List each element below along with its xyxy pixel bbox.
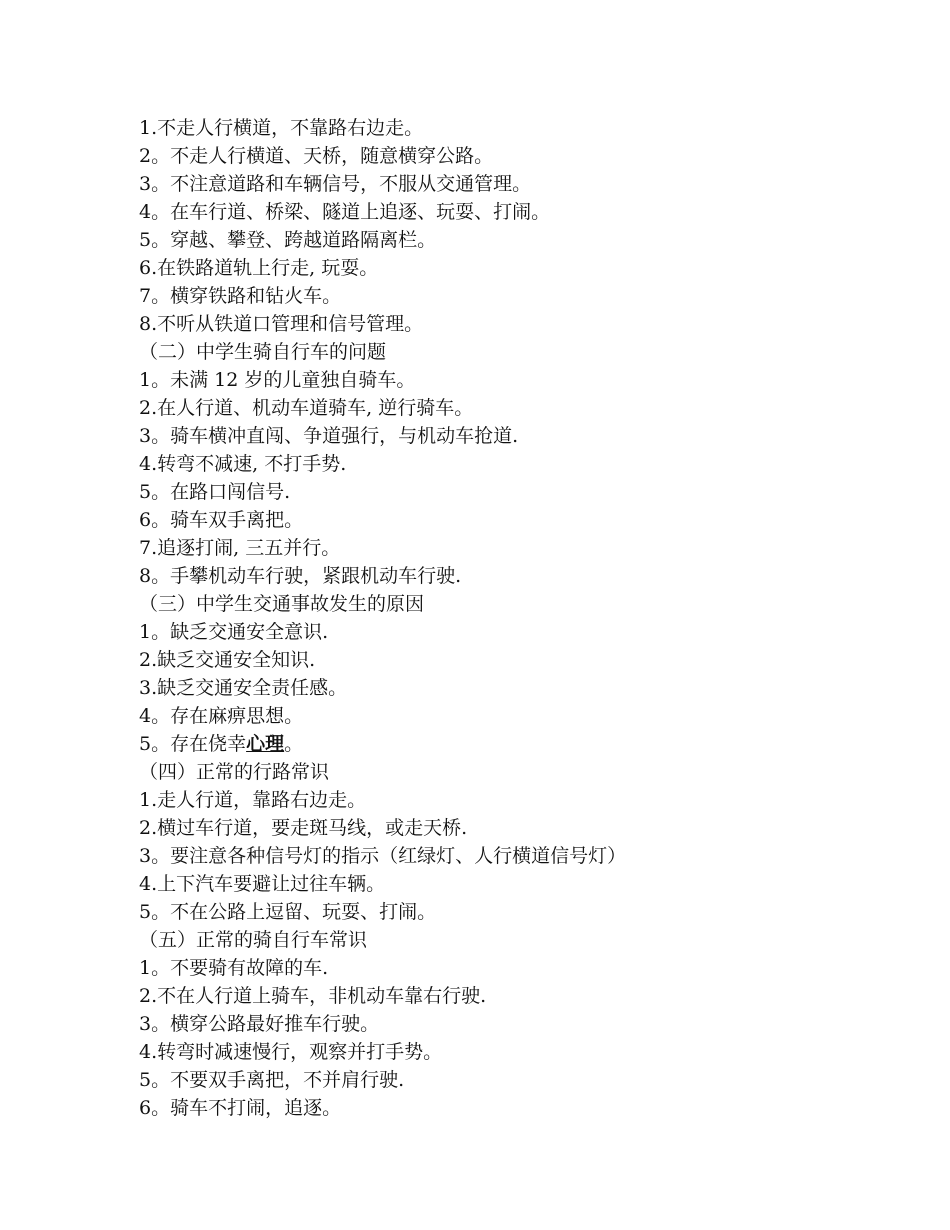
list-item: 5。不在公路上逗留、玩耍、打闹。 (139, 901, 437, 923)
section-heading-cycling-rules: （五）正常的骑自行车常识 (139, 929, 368, 951)
list-item: 2。不走人行横道、天桥，随意横穿公路。 (139, 145, 494, 167)
list-item: 7.追逐打闹, 三五并行。 (139, 537, 341, 559)
list-item: 4.上下汽车要避让过往车辆。 (139, 873, 386, 895)
list-item: 6。骑车双手离把。 (139, 509, 304, 531)
list-item: 4。在车行道、桥梁、隧道上追逐、玩耍、打闹。 (139, 201, 551, 223)
list-item: 1.走人行道，靠路右边走。 (139, 789, 367, 811)
list-item: 6.在铁路道轨上行走, 玩耍。 (139, 257, 379, 279)
list-item: 3。要注意各种信号灯的指示（红绿灯、人行横道信号灯） (139, 845, 627, 867)
list-item-text: 。 (284, 733, 304, 755)
section-heading-walking-rules: （四）正常的行路常识 (139, 761, 330, 783)
list-item: 1.不走人行横道，不靠路右边走。 (139, 117, 424, 139)
list-item: 1。未满 12 岁的儿童独自骑车。 (139, 369, 416, 391)
list-item: 2.在人行道、机动车道骑车, 逆行骑车。 (139, 397, 474, 419)
list-item: 3。骑车横冲直闯、争道强行，与机动车抢道. (139, 425, 519, 447)
list-item (139, 730, 859, 758)
list-item: 2.不在人行道上骑车，非机动车靠右行驶. (139, 985, 487, 1007)
list-item: 4.转弯不减速, 不打手势. (139, 453, 347, 475)
list-item: 2.横过车行道，要走斑马线，或走天桥. (139, 817, 468, 839)
list-item: 3.缺乏交通安全责任感。 (139, 677, 348, 699)
list-item: 8。手攀机动车行驶，紧跟机动车行驶. (139, 565, 462, 587)
list-item: 4。存在麻痹思想。 (139, 705, 304, 727)
section-heading-cycling-problems: （二）中学生骑自行车的问题 (139, 341, 387, 363)
list-item-text: 5。存在侥幸 (139, 733, 247, 755)
list-item: 5。在路口闯信号. (139, 481, 291, 503)
list-item: 1。缺乏交通安全意识. (139, 621, 329, 643)
section-heading-accident-causes: （三）中学生交通事故发生的原因 (139, 593, 425, 615)
list-item: 5。穿越、攀登、跨越道路隔离栏。 (139, 229, 437, 251)
list-item: 4.转弯时减速慢行，观察并打手势。 (139, 1041, 443, 1063)
list-item: 2.缺乏交通安全知识. (139, 649, 316, 671)
list-item: 5。不要双手离把，不并肩行驶. (139, 1069, 405, 1091)
list-item: 3。不注意道路和车辆信号，不服从交通管理。 (139, 173, 532, 195)
document-body (139, 114, 859, 1122)
list-item: 1。不要骑有故障的车. (139, 957, 329, 979)
list-item: 8.不听从铁道口管理和信号管理。 (139, 313, 424, 335)
emphasis-link[interactable]: 心理 (246, 733, 285, 755)
list-item: 6。骑车不打闹，追逐。 (139, 1097, 342, 1119)
list-item: 7。横穿铁路和钻火车。 (139, 285, 342, 307)
list-item: 3。横穿公路最好推车行驶。 (139, 1013, 380, 1035)
